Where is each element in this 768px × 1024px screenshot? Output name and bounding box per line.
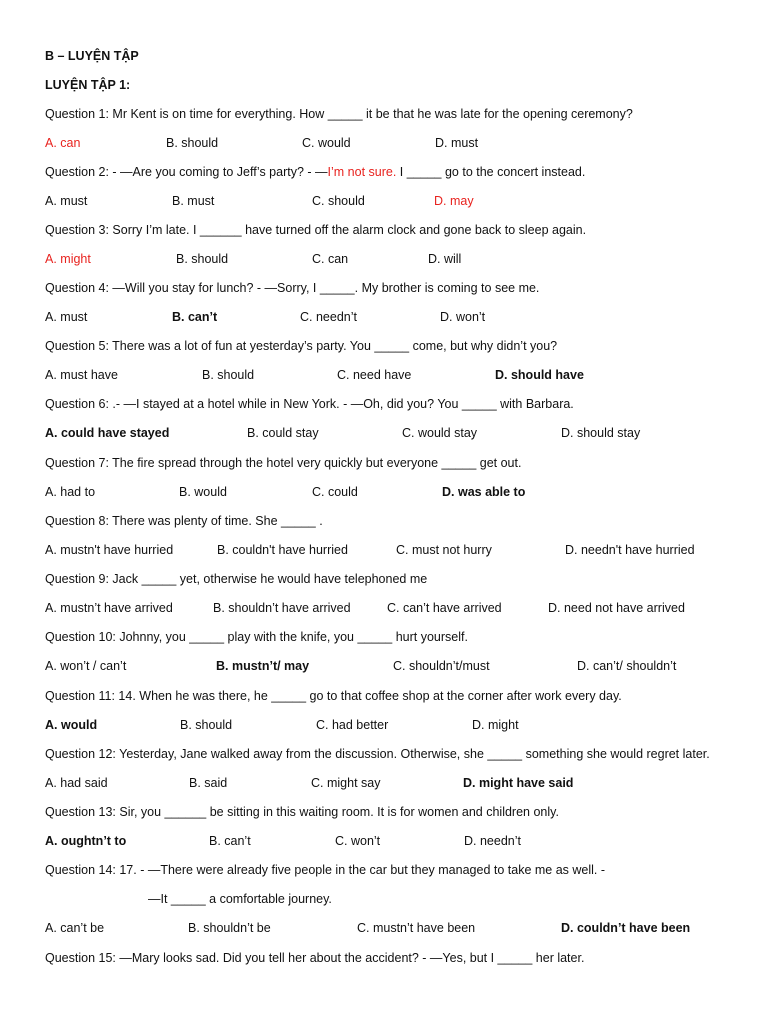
question-7-text (45, 455, 521, 471)
question-11-option-a: A. would (45, 718, 98, 732)
question-4-option-c: C. needn’t (300, 310, 357, 324)
question-text-part: Question 3: Sorry I’m late. I ______ have turned off the alarm clock and gone back to sleep again. (45, 223, 587, 237)
question-text-part: Question 8: There was plenty of time. She _____ . (45, 514, 323, 528)
question-1-option-c: C. would (302, 136, 351, 150)
question-1-option-b: B. should (166, 136, 219, 150)
question-9-option-c: C. can’t have arrived (387, 601, 502, 615)
question-text-part: Question 5: There was a lot of fun at yesterday’s party. You _____ come, but why didn’t you? (45, 339, 558, 353)
question-4-option-d: D. won’t (440, 310, 486, 324)
question-14-option-c: C. mustn’t have been (357, 921, 476, 935)
question-3-option-d: D. will (428, 252, 462, 266)
question-4-option-a: A. must (45, 310, 88, 324)
question-11-option-d: D. might (472, 718, 519, 732)
question-6-option-a: A. could have stayed (45, 426, 170, 440)
question-3-option-c: C. can (312, 252, 349, 266)
section-title: B – LUYỆN TẬP (45, 49, 139, 63)
question-text-part: I _____ go to the concert instead. (396, 165, 586, 179)
question-5-option-d: D. should have (495, 368, 584, 382)
subsection-title: LUYỆN TẬP 1: (45, 78, 131, 92)
question-10-option-d: D. can’t/ shouldn’t (577, 659, 677, 673)
question-14-continuation: —It _____ a comfortable journey. (148, 892, 332, 906)
question-text-part: Question 11: 14. When he was there, he _____ go to that coffee shop at the corner after work every day. (45, 689, 622, 703)
question-10-option-b: B. mustn’t/ may (216, 659, 310, 673)
question-7-option-b: B. would (179, 485, 227, 499)
question-7-option-c: C. could (312, 485, 358, 499)
question-8-option-c: C. must not hurry (396, 543, 492, 557)
question-2-option-c: C. should (312, 194, 365, 208)
question-13-option-d: D. needn’t (464, 834, 521, 848)
question-2-option-b: B. must (172, 194, 215, 208)
question-14-text (45, 862, 605, 878)
question-text-part: Question 6: .- —I stayed at a hotel while in New York. - —Oh, did you? You _____ with Barbara. (45, 397, 574, 411)
question-text-part: Question 2: - —Are you coming to Jeff’s party? - — (45, 165, 328, 179)
question-6-option-c: C. would stay (402, 426, 478, 440)
question-text-part: Question 9: Jack _____ yet, otherwise he would have telephoned me (45, 572, 428, 586)
question-text-part: Question 13: Sir, you ______ be sitting in this waiting room. It is for women and children only. (45, 805, 559, 819)
question-9-option-a: A. mustn’t have arrived (45, 601, 173, 615)
highlighted-phrase: I’m not sure. (327, 165, 397, 179)
question-9-text (45, 571, 427, 587)
question-10-option-a: A. won’t / can’t (45, 659, 127, 673)
question-text-part: Question 10: Johnny, you _____ play with the knife, you _____ hurt yourself. (45, 630, 468, 644)
question-12-option-c: C. might say (311, 776, 381, 790)
question-4-option-b: B. can’t (172, 310, 218, 324)
question-12-option-d: D. might have said (463, 776, 574, 790)
question-13-option-c: C. won’t (335, 834, 381, 848)
question-3-option-b: B. should (176, 252, 229, 266)
question-text-part: Question 12: Yesterday, Jane walked away from the discussion. Otherwise, she _____ something she would regret later. (45, 747, 710, 761)
question-5-text (45, 338, 557, 354)
question-9-option-b: B. shouldn’t have arrived (213, 601, 351, 615)
question-13-option-b: B. can’t (209, 834, 251, 848)
question-1-text (45, 106, 633, 122)
question-5-option-c: C. need have (337, 368, 412, 382)
question-3-option-a: A. might (45, 252, 91, 266)
question-text-part: Question 7: The fire spread through the hotel very quickly but everyone _____ get out. (45, 456, 522, 470)
question-10-text (45, 629, 468, 645)
question-6-text (45, 396, 574, 412)
question-8-option-d: D. needn't have hurried (565, 543, 695, 557)
question-11-option-c: C. had better (316, 718, 389, 732)
question-13-text (45, 804, 559, 820)
question-11-text (45, 688, 622, 704)
question-9-option-d: D. need not have arrived (548, 601, 685, 615)
question-7-option-a: A. had to (45, 485, 96, 499)
question-12-text (45, 746, 710, 762)
question-1-option-a: A. can (45, 136, 81, 150)
question-12-option-a: A. had said (45, 776, 108, 790)
question-4-text (45, 280, 539, 296)
question-8-text (45, 513, 323, 529)
question-text-part: Question 15: —Mary looks sad. Did you tell her about the accident? - —Yes, but I _____ her later. (45, 951, 585, 965)
question-3-text (45, 222, 586, 238)
question-14-option-a: A. can’t be (45, 921, 105, 935)
question-6-option-d: D. should stay (561, 426, 641, 440)
question-13-option-a: A. oughtn’t to (45, 834, 127, 848)
question-15-text (45, 950, 584, 966)
question-10-option-c: C. shouldn’t/must (393, 659, 490, 673)
question-text-part: Question 4: —Will you stay for lunch? - —Sorry, I _____. My brother is coming to see me. (45, 281, 540, 295)
question-2-option-d: D. may (434, 194, 474, 208)
question-7-option-d: D. was able to (442, 485, 526, 499)
question-8-option-a: A. mustn't have hurried (45, 543, 174, 557)
question-8-option-b: B. couldn't have hurried (217, 543, 348, 557)
question-12-option-b: B. said (189, 776, 228, 790)
question-text-part: Question 14: 17. - —There were already five people in the car but they managed to take me as well. - (45, 863, 606, 877)
question-2-option-a: A. must (45, 194, 88, 208)
question-14-option-d: D. couldn’t have been (561, 921, 691, 935)
question-6-option-b: B. could stay (247, 426, 319, 440)
question-11-option-b: B. should (180, 718, 233, 732)
question-2-text (45, 164, 585, 180)
question-14-option-b: B. shouldn’t be (188, 921, 271, 935)
question-1-option-d: D. must (435, 136, 479, 150)
question-text-part: Question 1: Mr Kent is on time for everything. How _____ it be that he was late for the opening ceremony? (45, 107, 633, 121)
question-5-option-a: A. must have (45, 368, 118, 382)
question-5-option-b: B. should (202, 368, 255, 382)
